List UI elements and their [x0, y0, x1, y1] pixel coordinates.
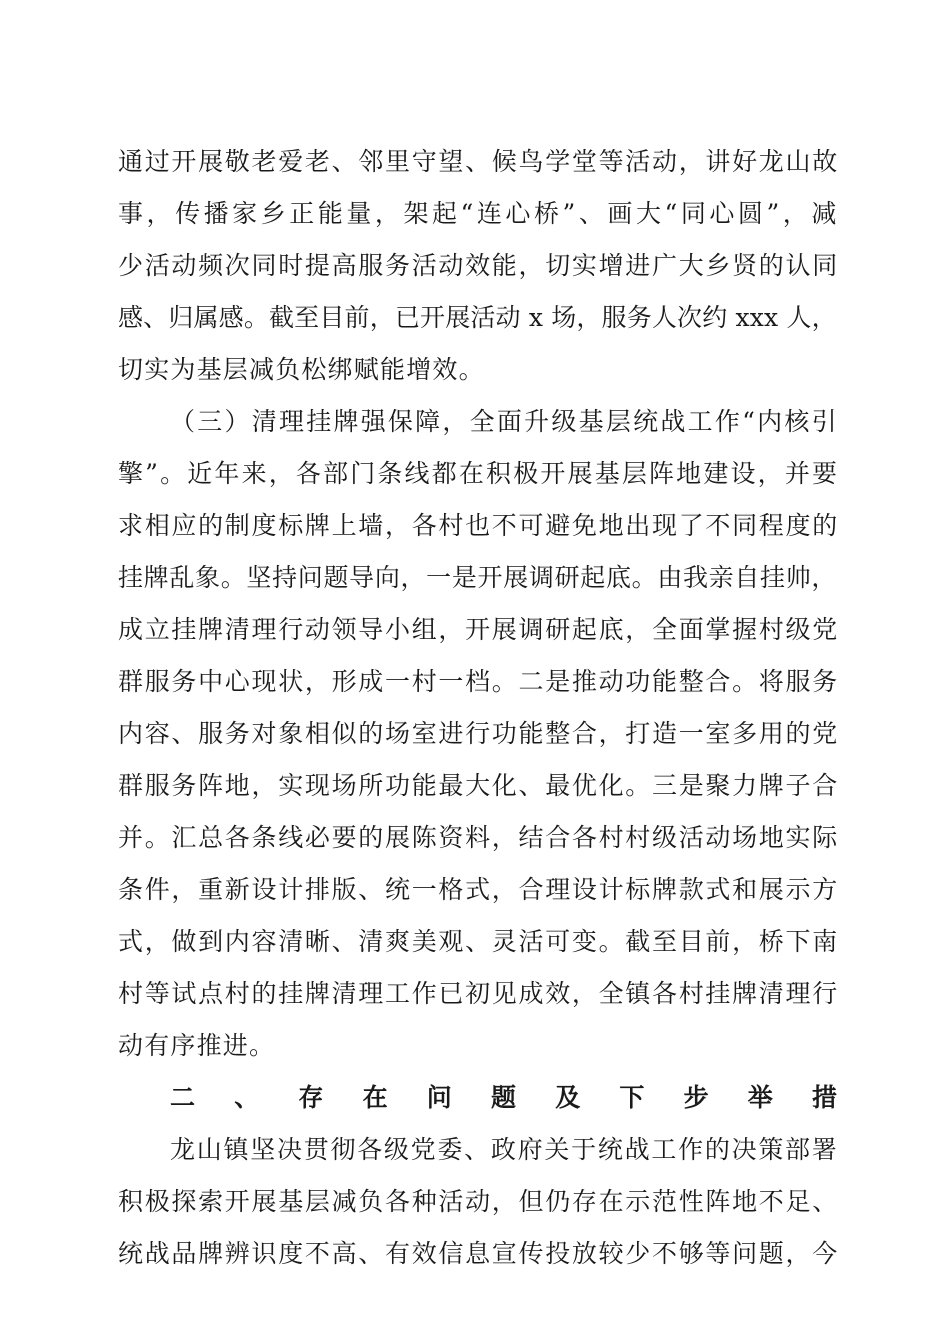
text-line: 村等试点村的挂牌清理工作已初见成效，全镇各村挂牌清理行	[118, 979, 839, 1008]
text-line: 挂牌乱象。坚持问题导向，一是开展调研起底。由我亲自挂帅，	[118, 563, 838, 592]
text-line: 并。汇总各条线必要的展陈资料，结合各村村级活动场地实际	[118, 823, 839, 852]
section-heading: 二、存在问题及下步举措	[170, 1083, 877, 1112]
text-line: 切实为基层减负松绑赋能增效。	[118, 355, 485, 384]
text-line: 统战品牌辨识度不高、有效信息宣传投放较少不够等问题，今	[118, 1239, 839, 1268]
text-line: 事，传播家乡正能量，架起“连心桥”、画大“同心圆”，减	[118, 199, 840, 228]
section-three-first-line: （三）清理挂牌强保障，全面升级基层统战工作“内核引	[170, 407, 839, 436]
text-line: 通过开展敬老爱老、邻里守望、候鸟学堂等活动，讲好龙山故	[118, 147, 839, 176]
text-line: 求相应的制度标牌上墙，各村也不可避免地出现了不同程度的	[118, 511, 839, 540]
text-line: 群服务阵地，实现场所功能最大化、最优化。三是聚力牌子合	[118, 771, 839, 800]
text-line: 成立挂牌清理行动领导小组，开展调研起底，全面掌握村级党	[118, 615, 839, 644]
text-line: 感、归属感。截至目前，已开展活动 x 场，服务人次约 xxx 人，	[118, 303, 837, 332]
text-line: 内容、服务对象相似的场室进行功能整合，打造一室多用的党	[118, 719, 839, 748]
text-line: 动有序推进。	[118, 1031, 276, 1060]
text-line: 式，做到内容清晰、清爽美观、灵活可变。截至目前，桥下南	[118, 927, 839, 956]
text-line: 擎”。近年来，各部门条线都在积极开展基层阵地建设，并要	[118, 459, 840, 488]
text-line: 龙山镇坚决贯彻各级党委、政府关于统战工作的决策部署	[170, 1135, 839, 1164]
text-line: 群服务中心现状，形成一村一档。二是推动功能整合。将服务	[118, 667, 839, 696]
text-line: 积极探索开展基层减负各种活动，但仍存在示范性阵地不足、	[118, 1187, 839, 1216]
text-line: 条件，重新设计排版、统一格式，合理设计标牌款式和展示方	[118, 875, 839, 904]
text-line: 少活动频次同时提高服务活动效能，切实增进广大乡贤的认同	[118, 251, 839, 280]
